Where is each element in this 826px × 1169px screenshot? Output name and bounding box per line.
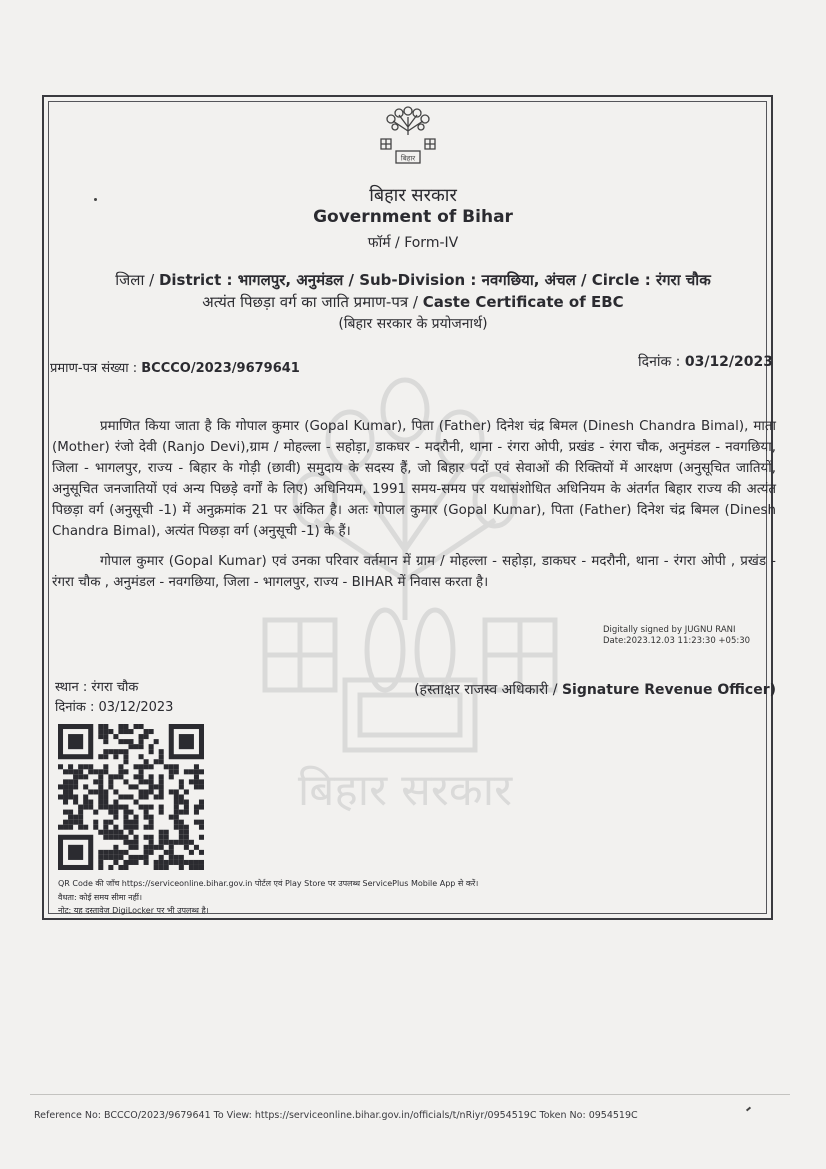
revenue-officer-signature (414, 680, 776, 699)
reference-line: Reference No: BCCCO/2023/9679641 To View: https://serviceonline.bihar.gov.in/officials/t/nRiyr/0954519C Token No: 0954519C (34, 1110, 638, 1121)
certificate-purpose: (बिहार सरकार के प्रयोजनार्थ) (338, 316, 488, 332)
digital-signature-signer: Digitally signed by JUGNU RANI (603, 625, 736, 635)
district-label-en: District (158, 271, 222, 289)
emblem-text: बिहार (400, 154, 416, 163)
signature-label-hindi: (हस्ताक्षर राजस्व अधिकारी / (414, 682, 562, 698)
certificate-title-en: Caste Certificate of EBC (422, 293, 624, 311)
certificate-number-value: BCCCO/2023/9679641 (141, 361, 300, 376)
certificate-number-label: प्रमाण-पत्र संख्या : (50, 361, 142, 376)
place-of-issue (55, 677, 138, 695)
certificate-number (50, 358, 300, 376)
verification-qr-code[interactable] (58, 724, 204, 870)
issue-date (55, 697, 173, 715)
certificate-title (0, 292, 826, 312)
header-english-title: Government of Bihar (313, 207, 513, 227)
subdivision-value: : नवगछिया, अंचल / (465, 271, 592, 289)
digital-signature-date: Date:2023.12.03 11:23:30 +05:30 (603, 636, 751, 646)
digilocker-note: नोट: यह दस्तावेज DigiLocker पर भी उपलब्ध है। (58, 906, 209, 915)
certificate-body-paragraph-2: गोपाल कुमार (Gopal Kumar) एवं उनका परिवार वर्तमान में ग्राम / मोहल्ला - सहोड़ा, डाकघर - मदरौनी, थाना - रंगरा ओपी , प्रखंड - रंगरा चौक , अनुमंडल - नवगछिया, जिला - भागलपुर, राज्य - BIHAR में निवास करता है। (52, 554, 776, 590)
subdivision-label-en: Sub-Division (359, 271, 466, 289)
certificate-title-hindi: अत्यंत पिछड़ा वर्ग का जाति प्रमाण-पत्र / (202, 293, 423, 311)
certificate-date (638, 352, 773, 371)
pen-mark (746, 1107, 751, 1112)
pen-mark (94, 198, 97, 201)
validity-note: वैधता: कोई समय सीमा नहीं। (58, 893, 142, 902)
qr-verification-note: QR Code की जाँच https://serviceonline.bihar.gov.in पोर्टल एवं Play Store पर उपलब्ध ServicePlus Mobile App से करें। (58, 879, 479, 888)
certificate-date-label: दिनांक : (638, 354, 685, 370)
signature-label-en: Signature Revenue Officer) (561, 682, 776, 698)
district-line (0, 270, 826, 290)
district-value: : भागलपुर, अनुमंडल / (221, 271, 360, 289)
place-label: स्थान : (55, 680, 92, 695)
digital-signature-block (603, 625, 750, 647)
circle-value: : रंगरा चौक (639, 271, 711, 289)
issue-date-value: 03/12/2023 (98, 700, 174, 715)
form-number: फॉर्म / Form-IV (367, 235, 459, 251)
certificate-body-paragraph-1: प्रमाणित किया जाता है कि गोपाल कुमार (Gopal Kumar), पिता (Father) दिनेश चंद्र बिमल (Dinesh Chandra Bimal), माता (Mother) रंजो देवी (Ranjo Devi),ग्राम / मोहल्ला - सहोड़ा, डाकघर - मदरौनी, थाना - रंगरा ओपी, प्रखंड - रंगरा चौक, अनुमंडल - नवगछिया, जिला - भागलपुर, राज्य - बिहार के गोड़ी (छावी) समुदाय के सदस्य हैं, जो बिहार पदों एवं सेवाओं की रिक्तियों में आरक्षण (अनुसूचित जातियों, अनुसूचित जनजातियों एवं अन्य पिछड़े वर्गों के लिए) अधिनियम, 1991 समय-समय पर यथासंशोधित अधिनियम के अंतर्गत बिहार राज्य की अत्यंत पिछड़ा वर्ग (अनुसूची -1) में अनुक्रमांक 21 पर अंकित है। अतः गोपाल कुमार (Gopal Kumar), पिता (Father) दिनेश चंद्र बिमल (Dinesh Chandra Bimal), अत्यंत पिछड़ा वर्ग (अनुसूची -1) के हैं। (52, 419, 776, 539)
circle-label-en: Circle (591, 271, 640, 289)
watermark-text: बिहार सरकार (297, 765, 513, 816)
bihar-emblem-logo (375, 105, 441, 167)
issue-date-label: दिनांक : (55, 700, 99, 715)
certificate-date-value: 03/12/2023 (684, 354, 773, 370)
district-label: जिला / (115, 271, 159, 289)
place-value: रंगरा चौक (91, 680, 139, 695)
header-hindi-title: बिहार सरकार (369, 185, 457, 206)
footer-divider (30, 1094, 790, 1095)
